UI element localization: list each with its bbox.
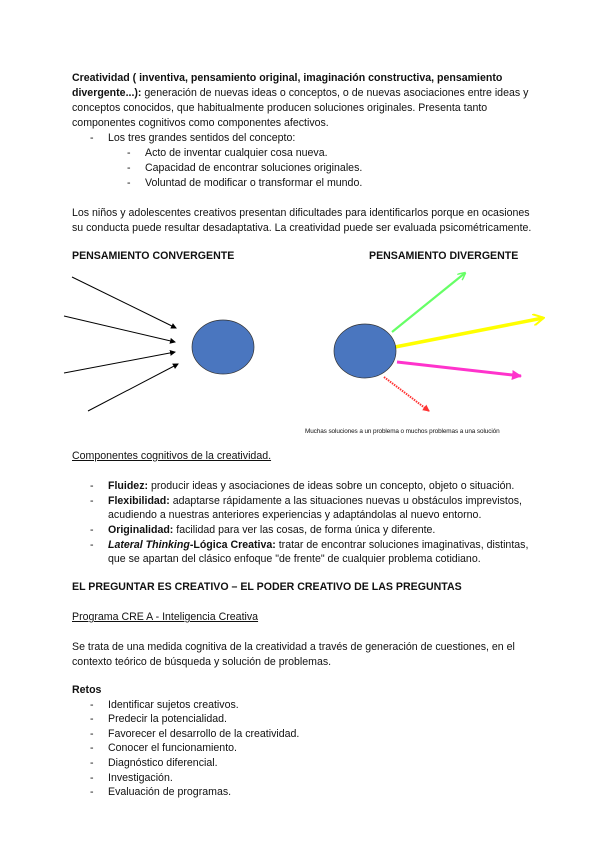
bullet-dash: - <box>90 132 94 144</box>
reto-item: Identificar sujetos creativos. <box>108 699 239 711</box>
diagram-right-title: PENSAMIENTO DIVERGENTE <box>369 250 519 262</box>
bullet-dash: - <box>90 728 94 740</box>
reto-item: Favorecer el desarrollo de la creatividad. <box>108 728 300 740</box>
componente-text: tratar de encontrar soluciones imaginativas, distintas, <box>275 539 529 551</box>
preguntar-heading: EL PREGUNTAR ES CREATIVO – EL PODER CREATIVO DE LAS PREGUNTAS <box>72 581 462 593</box>
componente-term: Fluidez: <box>108 480 149 492</box>
divergent-arrow-pink <box>397 362 521 376</box>
bullet-dash: - <box>90 539 94 551</box>
componente-text: adaptarse rápidamente a las situaciones nuevas u obstáculos imprevistos, <box>169 495 522 507</box>
divergent-arrow-yellow <box>395 318 543 347</box>
componente-fluidez <box>108 479 514 494</box>
sentido-item: Acto de inventar cualquier cosa nueva. <box>145 147 328 159</box>
ninos-line1: Los niños y adolescentes creativos presentan dificultades para identificarlos porque en ocasiones <box>72 207 530 219</box>
componente-text: producir ideas y asociaciones de ideas sobre un concepto, objeto o situación. <box>148 480 515 492</box>
convergent-arrow <box>72 277 176 328</box>
componente-text-cont: acudiendo a nuestras anteriores experiencias y adaptándolas al nuevo entorno. <box>108 509 482 521</box>
bullet-dash: - <box>90 713 94 725</box>
componente-text-cont: que se apartan del clásico enfoque "de frente" de cualquier problema cotidiano. <box>108 553 481 565</box>
convergent-arrow <box>64 352 175 373</box>
divergent-circle <box>334 324 396 378</box>
intro-line3: conceptos conocidos, que habitualmente producen soluciones originales. Presenta tanto <box>72 102 488 114</box>
diagram-left-title: PENSAMIENTO CONVERGENTE <box>72 250 235 262</box>
intro-heading-bold2: divergente...): <box>72 87 142 99</box>
componentes-title: Componentes cognitivos de la creatividad. <box>72 450 272 462</box>
preguntar-desc-line1: Se trata de una medida cognitiva de la creatividad a través de generación de cuestiones, en el <box>72 641 515 653</box>
componente-term-italic: Lateral Thinking <box>108 539 190 551</box>
intro-heading-line1: Creatividad ( inventiva, pensamiento original, imaginación constructiva, pensamiento <box>72 72 503 84</box>
bullet-dash: - <box>90 699 94 711</box>
diagram-caption: Muchas soluciones a un problema o muchos problemas a una solución <box>305 428 500 435</box>
bullet-dash: - <box>90 524 94 536</box>
reto-item: Evaluación de programas. <box>108 786 232 798</box>
sentido-item: Capacidad de encontrar soluciones originales. <box>145 162 363 174</box>
bullet-dash: - <box>90 742 94 754</box>
sentidos-title: Los tres grandes sentidos del concepto: <box>108 132 296 144</box>
bullet-dash: - <box>90 772 94 784</box>
componente-originalidad <box>108 523 435 538</box>
componente-text: facilidad para ver las cosas, de forma única y diferente. <box>173 524 436 536</box>
bullet-dash: - <box>90 495 94 507</box>
reto-item: Predecir la potencialidad. <box>108 713 227 725</box>
divergent-arrow-red <box>384 377 429 411</box>
convergent-arrow <box>88 364 178 411</box>
bullet-dash: - <box>90 786 94 798</box>
intro-line4: componentes cognitivos como componentes afectivos. <box>72 117 329 129</box>
preguntar-desc-line2: contexto teórico de búsqueda y solución de problemas. <box>72 656 332 668</box>
reto-item: Diagnóstico diferencial. <box>108 757 218 769</box>
bullet-dash: - <box>90 480 94 492</box>
ninos-line2: su conducta puede resultar desadaptativa. La creatividad puede ser evaluada psicométricamente. <box>72 222 532 234</box>
reto-item: Investigación. <box>108 772 173 784</box>
bullet-dash: - <box>127 177 131 189</box>
componente-term: -Lógica Creativa: <box>189 539 276 551</box>
divergent-arrow-green <box>392 273 465 332</box>
retos-title: Retos <box>72 684 102 696</box>
componente-term: Flexibilidad: <box>108 495 170 507</box>
componente-flexibilidad <box>108 494 522 509</box>
sentido-item: Voluntad de modificar o transformar el mundo. <box>145 177 363 189</box>
programa-title: Programa CRE A - Inteligencia Creativa <box>72 611 259 623</box>
reto-item: Conocer el funcionamiento. <box>108 742 237 754</box>
componente-lateral <box>108 538 528 553</box>
bullet-dash: - <box>127 162 131 174</box>
bullet-dash: - <box>90 757 94 769</box>
bullet-dash: - <box>127 147 131 159</box>
intro-line2-rest: generación de nuevas ideas o conceptos, o de nuevas asociaciones entre ideas y <box>141 87 529 99</box>
componente-term: Originalidad: <box>108 524 174 536</box>
convergent-circle <box>192 320 254 374</box>
